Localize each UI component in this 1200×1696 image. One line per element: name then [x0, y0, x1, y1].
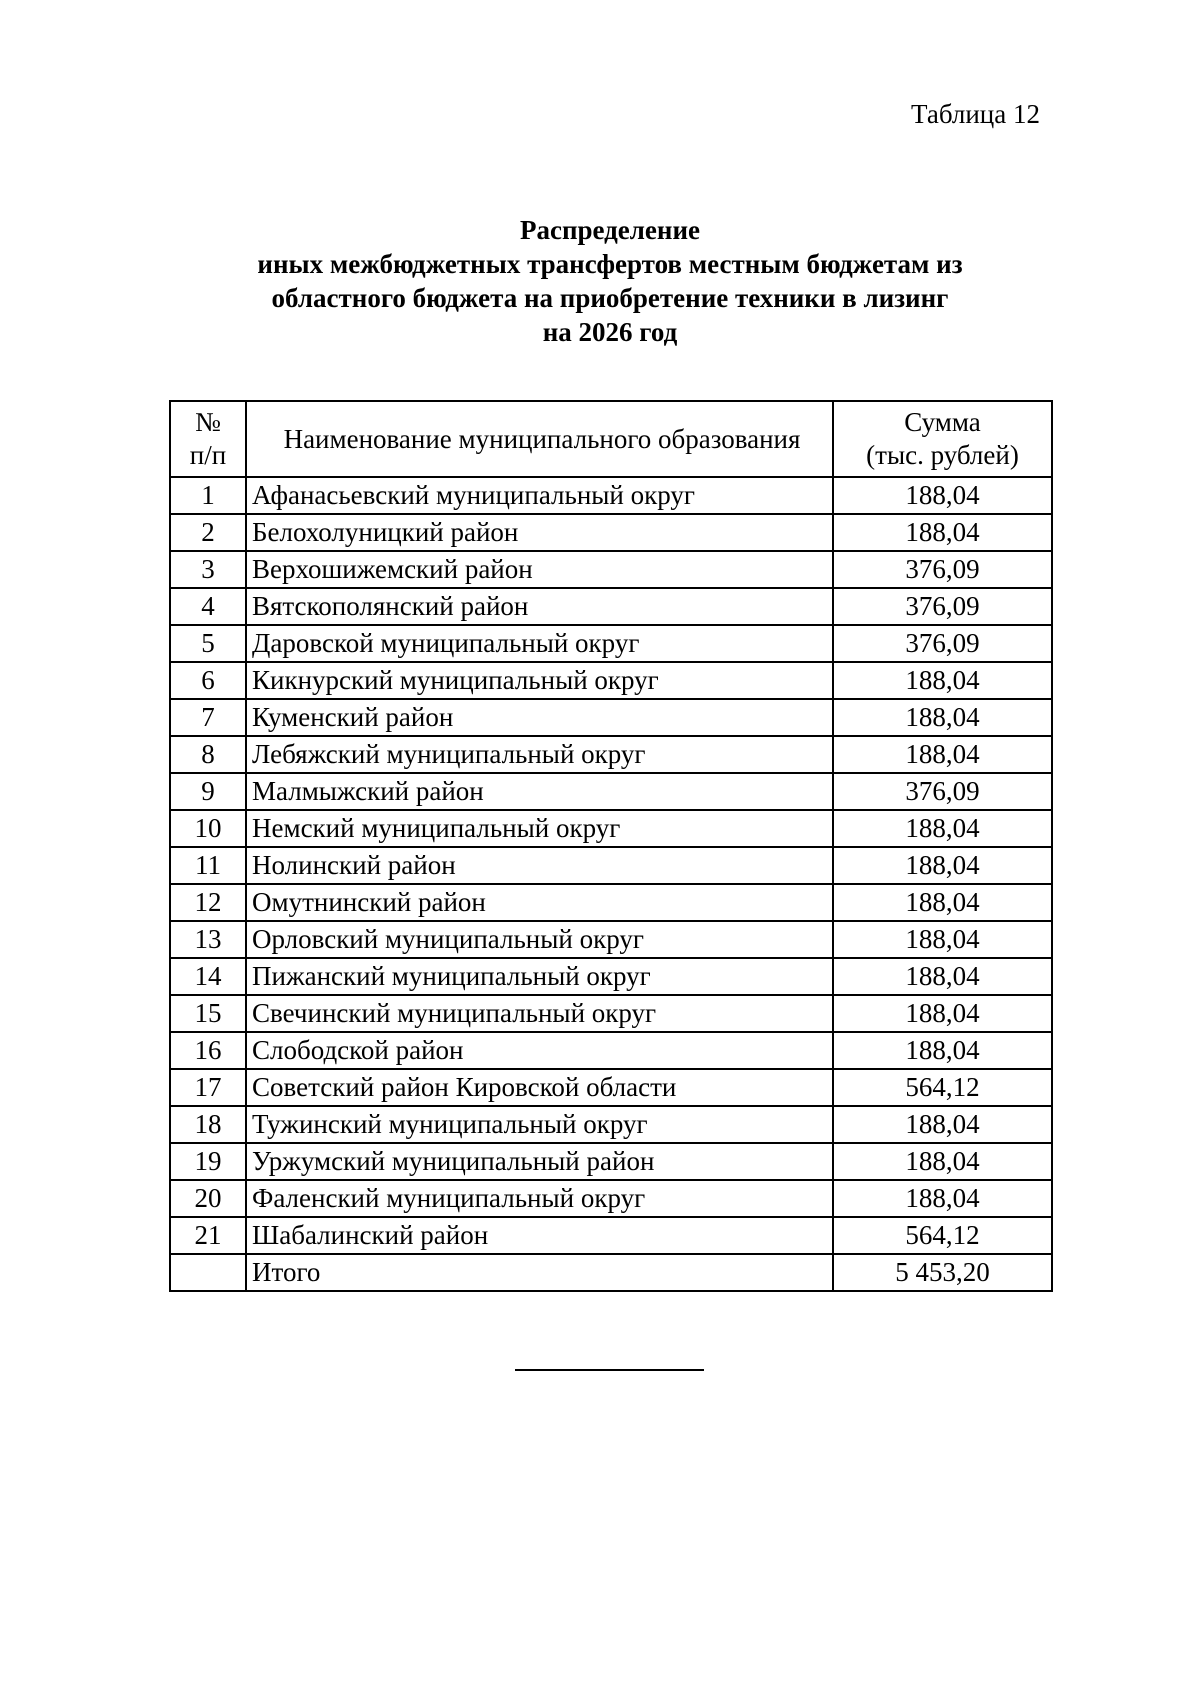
row-number: 9 — [170, 773, 246, 810]
row-number: 18 — [170, 1106, 246, 1143]
row-sum: 376,09 — [833, 773, 1052, 810]
header-sum-line: Сумма — [904, 407, 981, 437]
row-sum: 188,04 — [833, 662, 1052, 699]
row-number: 20 — [170, 1180, 246, 1217]
row-sum: 376,09 — [833, 551, 1052, 588]
row-municipality: Малмыжский район — [246, 773, 833, 810]
row-sum: 188,04 — [833, 995, 1052, 1032]
distribution-table — [169, 400, 1053, 1292]
row-number: 1 — [170, 477, 246, 514]
row-number: 3 — [170, 551, 246, 588]
row-municipality: Куменский район — [246, 699, 833, 736]
row-number: 14 — [170, 958, 246, 995]
row-number: 6 — [170, 662, 246, 699]
row-number: 7 — [170, 699, 246, 736]
row-sum: 188,04 — [833, 847, 1052, 884]
table-row — [170, 1106, 1052, 1143]
header-sum-line: (тыс. рублей) — [866, 440, 1019, 470]
row-sum: 188,04 — [833, 736, 1052, 773]
header-number-line: № — [195, 407, 221, 437]
row-municipality: Кикнурский муниципальный округ — [246, 662, 833, 699]
row-sum: 376,09 — [833, 588, 1052, 625]
row-sum: 188,04 — [833, 477, 1052, 514]
table-row — [170, 995, 1052, 1032]
row-sum: 188,04 — [833, 921, 1052, 958]
row-sum: 188,04 — [833, 1032, 1052, 1069]
row-number — [170, 1254, 246, 1291]
row-municipality: Итого — [246, 1254, 833, 1291]
row-municipality: Орловский муниципальный округ — [246, 921, 833, 958]
row-number: 16 — [170, 1032, 246, 1069]
table-row — [170, 1143, 1052, 1180]
row-municipality: Даровской муниципальный округ — [246, 625, 833, 662]
row-sum: 188,04 — [833, 1106, 1052, 1143]
table-row — [170, 551, 1052, 588]
table-row — [170, 1032, 1052, 1069]
table-row — [170, 662, 1052, 699]
row-sum: 188,04 — [833, 958, 1052, 995]
title-line: Распределение — [519, 215, 701, 245]
table-row — [170, 1069, 1052, 1106]
title-line: иных межбюджетных трансфертов местным бюджетам из — [257, 249, 963, 279]
total-row — [170, 1254, 1052, 1291]
row-municipality: Лебяжский муниципальный округ — [246, 736, 833, 773]
row-sum: 188,04 — [833, 514, 1052, 551]
header-number-line: п/п — [189, 440, 227, 470]
row-number: 17 — [170, 1069, 246, 1106]
row-number: 12 — [170, 884, 246, 921]
row-number: 2 — [170, 514, 246, 551]
row-municipality: Шабалинский район — [246, 1217, 833, 1254]
row-municipality: Омутнинский район — [246, 884, 833, 921]
row-municipality: Афанасьевский муниципальный округ — [246, 477, 833, 514]
row-municipality: Фаленский муниципальный округ — [246, 1180, 833, 1217]
row-municipality: Свечинский муниципальный округ — [246, 995, 833, 1032]
row-sum: 188,04 — [833, 1180, 1052, 1217]
row-number: 5 — [170, 625, 246, 662]
row-municipality: Белохолуницкий район — [246, 514, 833, 551]
header-name: Наименование муниципального образования — [246, 401, 833, 477]
table-row — [170, 1217, 1052, 1254]
table-row — [170, 847, 1052, 884]
header-sum — [833, 401, 1052, 477]
table-row — [170, 477, 1052, 514]
table-row — [170, 958, 1052, 995]
row-municipality: Тужинский муниципальный округ — [246, 1106, 833, 1143]
row-number: 4 — [170, 588, 246, 625]
row-number: 11 — [170, 847, 246, 884]
table-row — [170, 736, 1052, 773]
row-sum: 188,04 — [833, 810, 1052, 847]
row-number: 21 — [170, 1217, 246, 1254]
table-row — [170, 625, 1052, 662]
table-row — [170, 1180, 1052, 1217]
row-sum: 376,09 — [833, 625, 1052, 662]
table-number-label: Таблица 12 — [911, 99, 1040, 129]
table-row — [170, 884, 1052, 921]
header-number — [170, 401, 246, 477]
row-number: 8 — [170, 736, 246, 773]
row-number: 13 — [170, 921, 246, 958]
table-row — [170, 773, 1052, 810]
row-municipality: Вятскополянский район — [246, 588, 833, 625]
table-row — [170, 810, 1052, 847]
row-sum: 188,04 — [833, 884, 1052, 921]
row-municipality: Пижанский муниципальный округ — [246, 958, 833, 995]
row-number: 15 — [170, 995, 246, 1032]
row-sum: 564,12 — [833, 1217, 1052, 1254]
row-municipality: Уржумский муниципальный район — [246, 1143, 833, 1180]
row-municipality: Верхошижемский район — [246, 551, 833, 588]
end-rule — [515, 1369, 704, 1371]
row-municipality: Советский район Кировской области — [246, 1069, 833, 1106]
title-line: на 2026 год — [542, 317, 678, 347]
document-title — [0, 213, 1200, 349]
row-number: 10 — [170, 810, 246, 847]
row-municipality: Слободской район — [246, 1032, 833, 1069]
table-row — [170, 921, 1052, 958]
row-sum: 188,04 — [833, 1143, 1052, 1180]
row-number: 19 — [170, 1143, 246, 1180]
table-row — [170, 588, 1052, 625]
row-sum: 564,12 — [833, 1069, 1052, 1106]
table-row — [170, 699, 1052, 736]
table-row — [170, 514, 1052, 551]
row-sum: 188,04 — [833, 699, 1052, 736]
table-header-row — [170, 401, 1052, 477]
row-sum: 5 453,20 — [833, 1254, 1052, 1291]
row-municipality: Немский муниципальный округ — [246, 810, 833, 847]
title-line: областного бюджета на приобретение техники в лизинг — [271, 283, 949, 313]
row-municipality: Нолинский район — [246, 847, 833, 884]
